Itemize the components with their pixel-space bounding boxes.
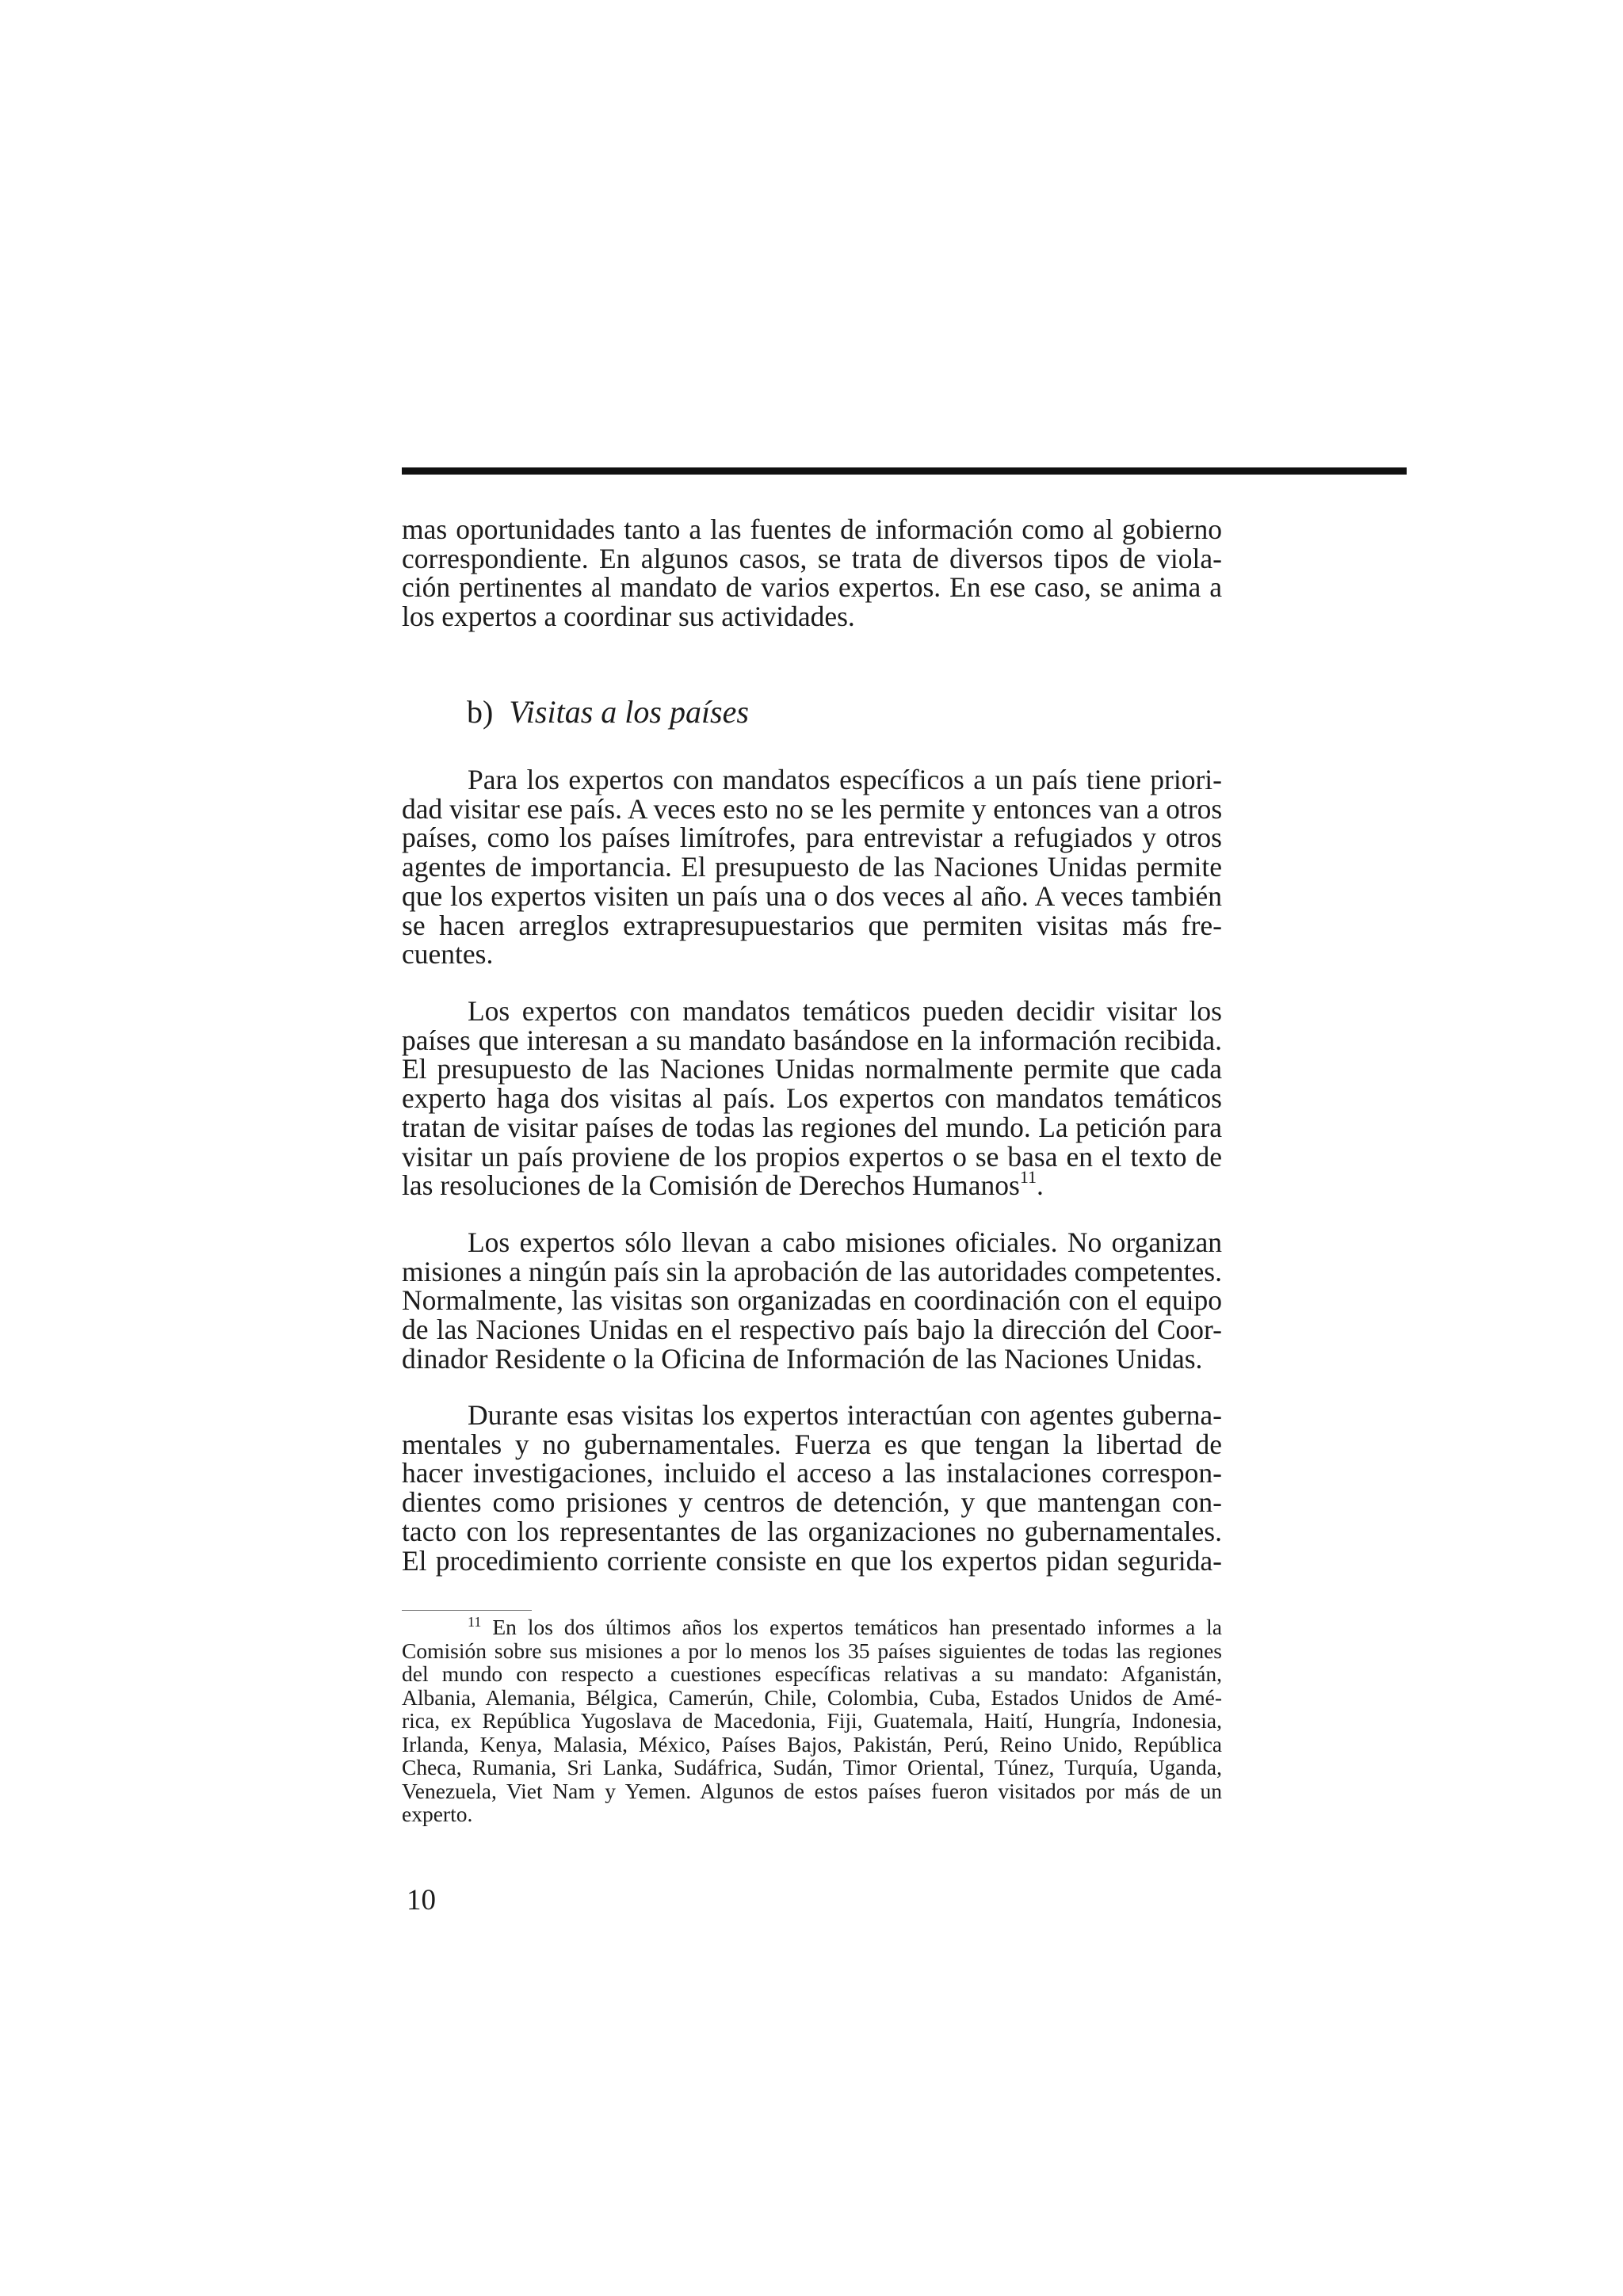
- paragraph-line: Normalmente, las visitas son organizadas en coordinación con el equipo: [402, 1284, 1222, 1317]
- paragraph-line: misiones a ningún país sin la aprobación de las autoridades competentes.: [402, 1255, 1222, 1287]
- paragraph-line: países que interesan a su mandato basándose en la información recibida.: [402, 1024, 1222, 1056]
- paragraph-line: correspondiente. En algunos casos, se trata de diversos tipos de viola-: [402, 542, 1222, 574]
- footnote: [402, 1615, 1222, 1826]
- page-number: 10: [407, 1884, 436, 1917]
- paragraph-line: que los expertos visiten un país una o dos veces al año. A veces también: [402, 879, 1222, 912]
- footnote-reference[interactable]: 11: [1019, 1167, 1037, 1188]
- footnote-line: del mundo con respecto a cuestiones específicas relativas a su mandato: Afganistán,: [402, 1661, 1222, 1686]
- footnote-number: 11: [468, 1613, 482, 1630]
- paragraph-line: cuentes.: [402, 938, 494, 971]
- footnote-line: Comisión sobre sus misiones a por lo menos los 35 países siguientes de todas las regiones: [402, 1638, 1222, 1663]
- footnote-line-text: En los dos últimos años los expertos temáticos han presentado informes a la: [492, 1615, 1223, 1639]
- paragraph-last-line: [402, 1167, 1222, 1202]
- paragraph-line: mas oportunidades tanto a las fuentes de información como al gobierno: [402, 513, 1222, 545]
- paragraph-line: tacto con los representantes de las organizaciones no gubernamentales.: [402, 1515, 1222, 1547]
- paragraph-line: Durante esas visitas los expertos interactúan con agentes guberna-: [468, 1399, 1222, 1431]
- footnote-line: rica, ex República Yugoslava de Macedonia, Fiji, Guatemala, Haití, Hungría, Indonesia,: [402, 1708, 1222, 1733]
- paragraph-line-text: las resoluciones de la Comisión de Derechos Humanos: [402, 1169, 1020, 1202]
- paragraph-line: Los expertos sólo llevan a cabo misiones oficiales. No organizan: [468, 1226, 1222, 1258]
- paragraph-2: [402, 765, 1222, 969]
- paragraph-line: El procedimiento corriente consiste en que los expertos pidan segurida-: [402, 1544, 1222, 1577]
- paragraph-line: El presupuesto de las Naciones Unidas normalmente permite que cada: [402, 1053, 1222, 1085]
- paragraph-line: Los expertos con mandatos temáticos pueden decidir visitar los: [468, 995, 1222, 1027]
- paragraph-line: Para los expertos con mandatos específicos a un país tiene priori-: [468, 764, 1222, 795]
- footnote-line: Checa, Rumania, Sri Lanka, Sudáfrica, Sudán, Timor Oriental, Túnez, Turquía, Uganda,: [402, 1755, 1222, 1779]
- paragraph-4: [402, 1228, 1222, 1374]
- paragraph-line: ción pertinentes al mandato de varios expertos. En ese caso, se anima a: [402, 571, 1222, 604]
- section-heading-title: Visitas a los países: [509, 694, 749, 730]
- paragraph-line-end: .: [1037, 1169, 1044, 1202]
- paragraph-line: los expertos a coordinar sus actividades.: [402, 601, 855, 633]
- footnote-separator: [402, 1610, 532, 1611]
- paragraph-line: hacer investigaciones, incluido el acceso a las instalaciones correspon-: [402, 1457, 1222, 1489]
- paragraph-line: dinador Residente o la Oficina de Información de las Naciones Unidas.: [402, 1342, 1203, 1375]
- footnote-first-line: [402, 1615, 1222, 1639]
- paragraph-line: países, como los países limítrofes, para entrevistar a refugiados y otros: [402, 822, 1222, 854]
- footnote-line: Irlanda, Kenya, Malasia, México, Países Bajos, Pakistán, Perú, Reino Unido, República: [402, 1731, 1222, 1756]
- paragraph-line: mentales y no gubernamentales. Fuerza es que tengan la libertad de: [402, 1428, 1222, 1460]
- top-rule: [402, 467, 1407, 475]
- paragraph-line: experto haga dos visitas al país. Los expertos con mandatos temáticos: [402, 1082, 1222, 1115]
- paragraph-line: dientes como prisiones y centros de detención, y que mantengan con-: [402, 1486, 1222, 1519]
- footnote-line: Venezuela, Viet Nam y Yemen. Algunos de estos países fueron visitados por más de un: [402, 1778, 1222, 1803]
- paragraph-line: agentes de importancia. El presupuesto de las Naciones Unidas permite: [402, 851, 1222, 883]
- footnote-line: Albania, Alemania, Bélgica, Camerún, Chile, Colombia, Cuba, Estados Unidos de Amé-: [402, 1684, 1222, 1710]
- paragraph-line: de las Naciones Unidas en el respectivo país bajo la dirección del Coor-: [402, 1314, 1222, 1346]
- section-heading: [467, 694, 749, 730]
- paragraph-line: visitar un país proviene de los propios expertos o se basa en el texto de: [402, 1140, 1222, 1173]
- paragraph-line: dad visitar ese país. A veces esto no se les permite y entonces van a otros: [402, 792, 1223, 825]
- paragraph-line: se hacen arreglos extrapresupuestarios que permiten visitas más fre-: [402, 909, 1222, 941]
- paragraph-1: [402, 515, 1222, 631]
- paragraph-5: [402, 1401, 1222, 1575]
- section-heading-label: b): [467, 694, 494, 730]
- footnote-line: experto.: [402, 1802, 473, 1826]
- paragraph-3: [402, 997, 1222, 1200]
- paragraph-line: tratan de visitar países de todas las regiones del mundo. La petición para: [402, 1111, 1222, 1143]
